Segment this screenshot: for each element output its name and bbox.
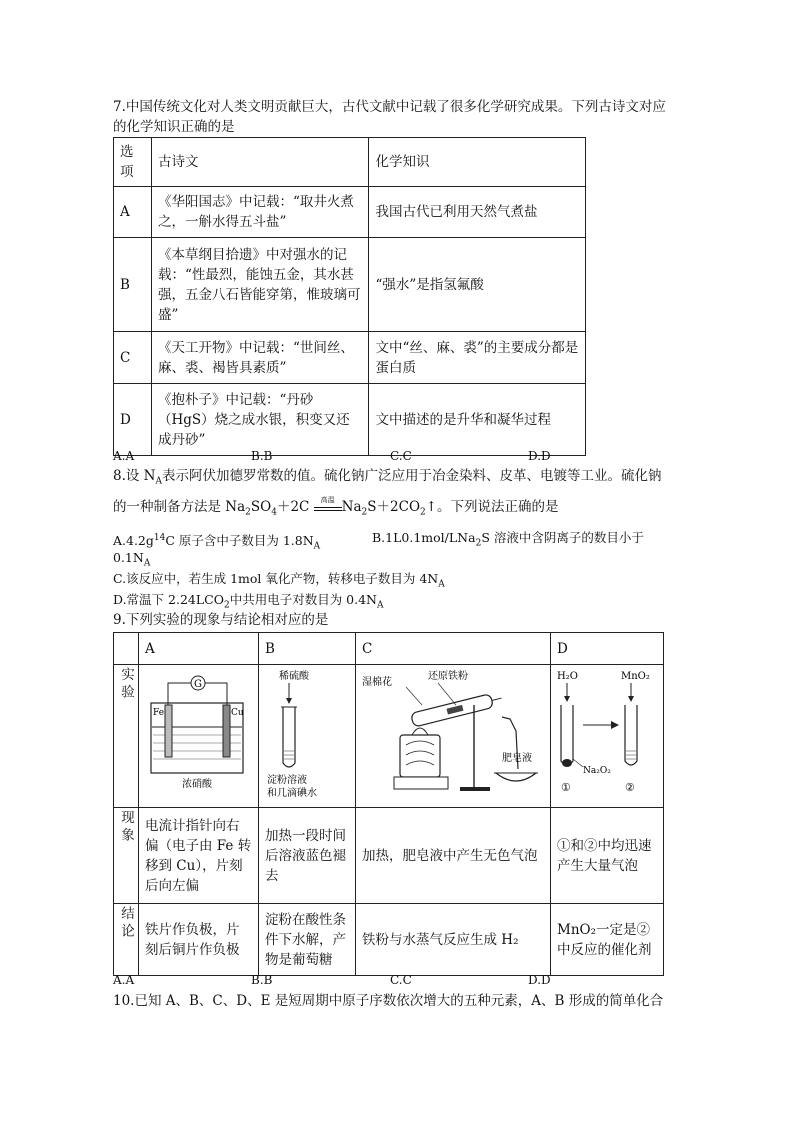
q7-header-knowledge: 化学知识 (369, 138, 586, 187)
q9-phenomenon-b: 加热一段时间后溶液蓝色褪去 (259, 808, 356, 904)
q9-choice-b[interactable]: B.B (251, 973, 273, 987)
q7-row-a-poem: 《华阳国志》中记载：“取井火煮之，一斛水得五斗盐” (151, 187, 369, 238)
q8-option-b[interactable]: B.1L0.1mol/LNa$_2$S 溶液中含阴离子的数目小于 (372, 530, 644, 549)
q7-choice-c[interactable]: C.C (390, 449, 412, 463)
q7-table (113, 137, 586, 456)
q7-header-option: 选项 (114, 138, 152, 187)
q9-choice-c[interactable]: C.C (390, 973, 412, 987)
q9-corner (114, 633, 139, 665)
q9-phenomenon-c: 加热，肥皂液中产生无色气泡 (356, 808, 551, 904)
q8-stem-line1: 8.设 $N_A$表示阿伏加德罗常数的值。硫化钠广泛应用于冶金染料、皮革、电镀等工业。硫化钠 (113, 468, 662, 487)
q7-row-b-opt: B (114, 238, 152, 332)
q7-row-b-knowledge: “强水”是指氢氟酸 (369, 238, 586, 332)
q9-diagram-a (139, 665, 259, 808)
q9-table (113, 632, 664, 976)
q9-col-d: D (551, 633, 664, 665)
q9-phenomenon-d: ①和②中均迅速产生大量气泡 (551, 808, 664, 904)
q9-diagram-d (551, 665, 664, 808)
q9-diagram-c (356, 665, 551, 808)
q7-choice-a[interactable]: A.A (113, 449, 135, 463)
q9-conclusion-b: 淀粉在酸性条件下水解，产物是葡萄糖 (259, 904, 356, 976)
q7-row-c-poem: 《天工开物》中记载：“世间丝、麻、裘、褐皆具素质” (151, 332, 369, 384)
q7-choice-d[interactable]: D.D (528, 449, 551, 463)
q9-d-na2o2: Na₂O₂ (583, 766, 611, 776)
q7-row-d-poem: 《抱朴子》中记载：“丹砂（HgS）烧之成水银，积变又还成丹砂” (151, 384, 369, 456)
q9-conclusion-d: MnO₂一定是②中反应的催化剂 (551, 904, 664, 976)
q9-choice-d[interactable]: D.D (528, 973, 551, 987)
q9-a-fe: Fe (153, 708, 165, 718)
q8-option-d[interactable]: D.常温下 $2.24LCO_2$中共用电子对数目为 $0.4N_A$ (113, 592, 384, 611)
q9-choice-a[interactable]: A.A (113, 973, 135, 987)
q9-d-1: ① (561, 781, 571, 794)
q8-option-c[interactable]: C.该反应中，若生成 1mol 氧化产物，转移电子数目为 $4N_A$ (113, 571, 445, 590)
q9-phenomenon-a: 电流计指针向右偏（电子由 Fe 转移到 Cu），片刻后向左偏 (139, 808, 259, 904)
q9-conclusion-a: 铁片作负极，片刻后铜片作负极 (139, 904, 259, 976)
q9-a-g: G (194, 679, 202, 690)
q9-c-soap: 肥皂液 (502, 753, 532, 764)
q8-stem-line2: 的一种制备方法是 $Na_2SO_4+2C$ 高温 $Na_2S+2CO_2↑$。下列说法正确的是 (113, 496, 559, 518)
q9-diagram-b (259, 665, 356, 808)
q9-row-label-conclusion: 结论 (114, 904, 139, 976)
q7-row-a-knowledge: 我国古代已利用天然气煮盐 (369, 187, 586, 238)
q9-d-h2o: H₂O (557, 671, 578, 682)
q9-a-acid: 浓硝酸 (182, 779, 212, 790)
q9-d-mno2: MnO₂ (621, 671, 650, 682)
q9-b-top: 稀硫酸 (279, 671, 309, 682)
q9-row-label-phenomenon: 现象 (114, 808, 139, 904)
q9-b-bottom2: 和几滴碘水 (267, 788, 317, 799)
q7-row-c-knowledge: 文中“丝、麻、裘”的主要成分都是蛋白质 (369, 332, 586, 384)
q7-choice-b[interactable]: B.B (251, 449, 273, 463)
q7-row-b-poem: 《本草纲目拾遗》中对强水的记载：“性最烈，能蚀五金，其水甚强，五金八石皆能穿第，惟玻璃可盛” (151, 238, 369, 332)
q8-option-a[interactable]: $A.4.2g^{14}C$ 原子含中子数目为 $1.8N_A$ (113, 533, 321, 552)
q8-option-b-cont: $0.1N_A$ (113, 550, 151, 569)
q7-row-a-opt: A (114, 187, 152, 238)
q7-stem-line2: 的化学知识正确的是 (113, 119, 235, 135)
q7-row-d-knowledge: 文中描述的是升华和凝华过程 (369, 384, 586, 456)
reaction-arrow: 高温 (314, 505, 342, 511)
q9-c-cotton: 湿棉花 (362, 677, 392, 688)
q7-row-c-opt: C (114, 332, 152, 384)
q7-header-poem: 古诗文 (151, 138, 369, 187)
q9-a-cu: Cu (231, 708, 244, 718)
q10-stem: 10.已知 A、B、C、D、E 是短周期中原子序数依次增大的五种元素，A、B 形成的简单化合 (113, 993, 664, 1009)
q7-stem-line1: 7.中国传统文化对人类文明贡献巨大，古代文献中记载了很多化学研究成果。下列古诗文对应 (113, 99, 666, 115)
q9-col-c: C (356, 633, 551, 665)
q7-row-d-opt: D (114, 384, 152, 456)
q9-d-2: ② (625, 781, 635, 794)
q9-row-label-experiment: 实验 (114, 665, 139, 808)
q9-b-bottom1: 淀粉溶液 (267, 775, 307, 786)
q9-conclusion-c: 铁粉与水蒸气反应生成 H₂ (356, 904, 551, 976)
q9-stem: 9.下列实验的现象与结论相对应的是 (113, 612, 329, 628)
q9-col-b: B (259, 633, 356, 665)
q9-col-a: A (139, 633, 259, 665)
q9-c-iron: 还原铁粉 (428, 671, 468, 682)
